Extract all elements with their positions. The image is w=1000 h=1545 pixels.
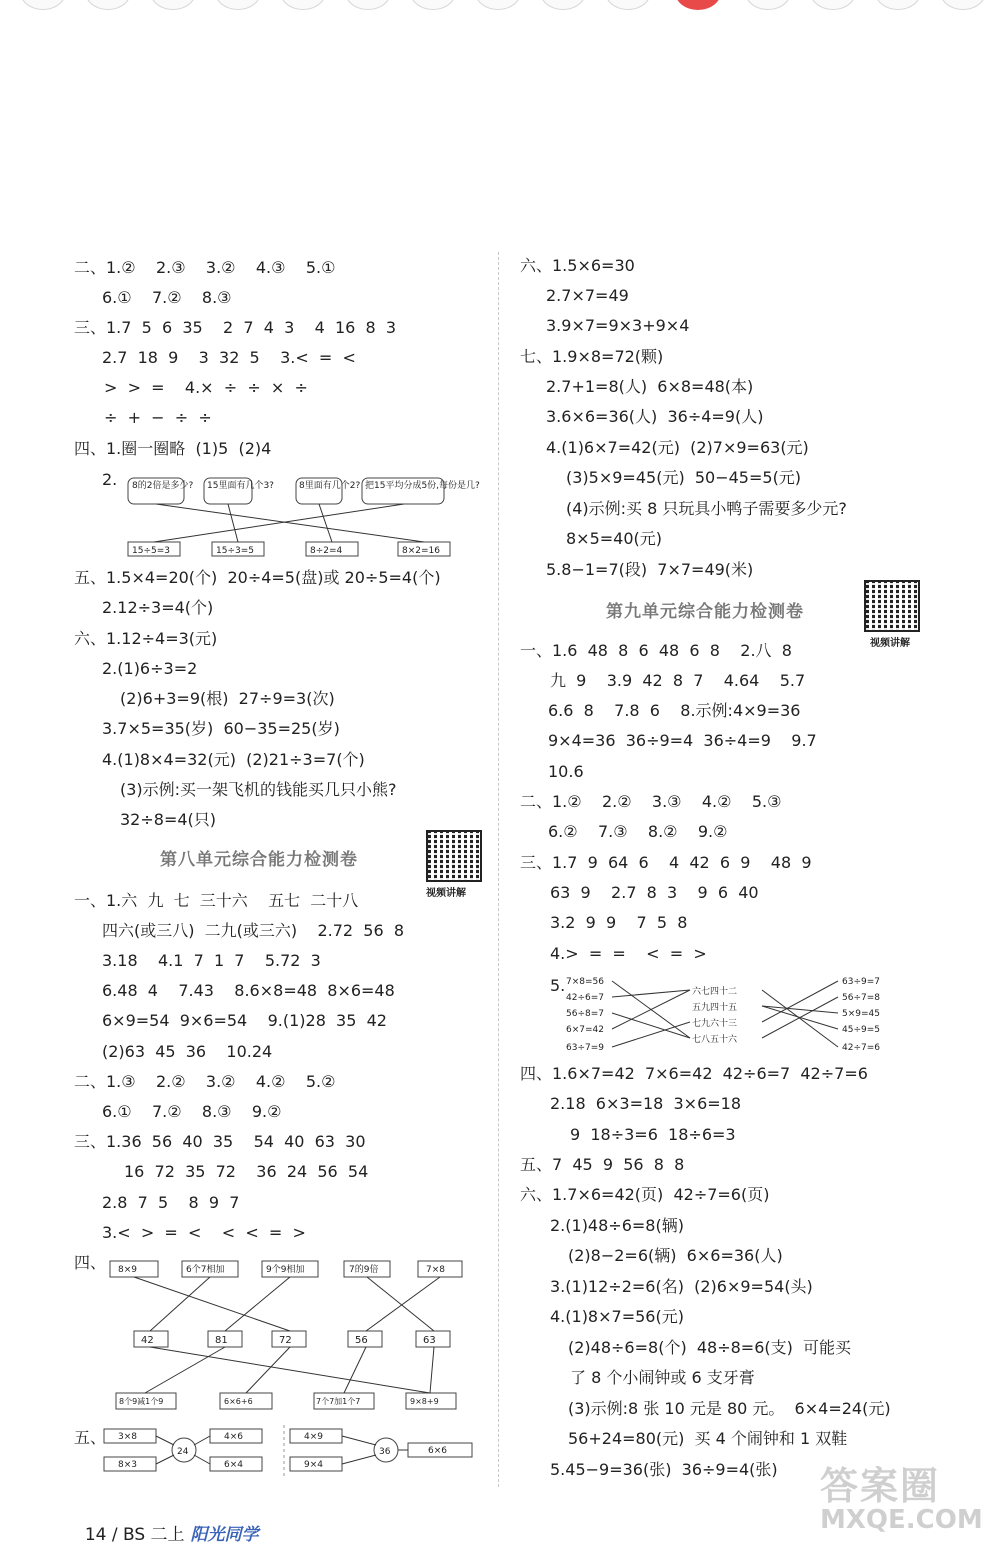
number-text: 81 (215, 1335, 228, 1346)
matching-figure-unit8-four (100, 1255, 470, 1415)
qr-code-icon[interactable] (426, 830, 482, 882)
right-expr: 5×9=45 (842, 1009, 880, 1019)
answer-line: 10.6 (548, 762, 584, 781)
question-bubbles (128, 478, 480, 504)
answer-boxes (128, 542, 450, 556)
answer-line: 2.(1)6÷3=2 (102, 659, 198, 678)
left-expr: 6×7=42 (566, 1025, 604, 1035)
answer-line: 5.8−1=7(段) 7×7=49(米) (546, 560, 754, 579)
page-number: 14 / BS 二上 (84, 1525, 185, 1545)
answer-line: 3.< > = < < < = > (102, 1223, 306, 1242)
unit9-title: 第九单元综合能力检测卷 (606, 602, 804, 622)
answer-line: 6.6 8 7.8 6 8.示例:4×9=36 (548, 701, 801, 720)
expr-text: 8×9 (118, 1265, 137, 1275)
page-footer (74, 1500, 259, 1545)
answer-line: 六、1.5×6=30 (520, 256, 635, 275)
answer-line: 16 72 35 72 36 24 56 54 (124, 1162, 369, 1181)
answer-line: 3.(1)12÷2=6(名) (2)6×9=54(头) (550, 1277, 813, 1296)
answer-line: 2.7+1=8(人) 6×8=48(本) (546, 377, 754, 396)
tab-bubble[interactable] (280, 0, 326, 10)
tab-bubble[interactable] (85, 0, 131, 10)
answer-line: 三、1.7 5 6 35 2 7 4 3 4 16 8 3 (74, 318, 397, 337)
qr-label: 视频讲解 (870, 638, 910, 649)
right-expr: 42÷7=6 (842, 1043, 880, 1053)
answer-line: 2. (102, 470, 118, 489)
left-expr: 63÷7=9 (566, 1043, 604, 1053)
expr-text: 4×9 (304, 1432, 323, 1442)
answer-line: (3)示例:8 张 10 元是 80 元。 6×4=24(元) (568, 1399, 891, 1418)
number-text: 72 (279, 1335, 292, 1346)
answer-line: 一、1.6 48 8 6 48 6 8 2.八 8 (520, 641, 792, 660)
answer-line: 4.(1)6×7=42(元) (2)7×9=63(元) (546, 438, 809, 457)
unit8-title: 第八单元综合能力检测卷 (160, 850, 358, 870)
number-text: 56 (355, 1335, 368, 1346)
expr-text: 9×8+9 (410, 1397, 439, 1406)
answer-line: 2.(1)48÷6=8(辆) (550, 1216, 684, 1235)
answer-line: 3.9×7=9×3+9×4 (546, 316, 690, 335)
answer-line: ÷ + − ÷ ÷ (104, 408, 212, 427)
figure-wu-unit8 (100, 1425, 480, 1477)
answer-line: 4.(1)8×7=56(元) (550, 1307, 684, 1326)
answer-line: 2.7×7=49 (546, 286, 629, 305)
expr-text: 7的9倍 (349, 1265, 379, 1275)
answer-line: 六、1.12÷4=3(元) (74, 629, 218, 648)
answer-line: 5.45−9=36(张) 36÷9=4(张) (550, 1460, 778, 1479)
browser-tab-strip (0, 0, 1000, 14)
brand-logo: 阳光同学 (190, 1525, 259, 1545)
tab-bubble[interactable] (345, 0, 391, 10)
answer-line: 五、7 45 9 56 8 8 (520, 1155, 685, 1174)
expr-text: 4×6 (224, 1432, 243, 1442)
center-text: 36 (379, 1447, 391, 1457)
answer-line: 九 9 3.9 42 8 7 4.64 5.7 (550, 671, 806, 690)
answer-text: 15÷5=3 (132, 546, 170, 556)
answer-line: 2.18 6×3=18 3×6=18 (550, 1094, 742, 1113)
tab-bubble[interactable] (215, 0, 261, 10)
answer-line: 二、1.② 2.③ 3.② 4.③ 5.① (74, 258, 336, 277)
answer-line: 6.① 7.② 8.③ (102, 288, 232, 307)
expr-text: 7个7加1个7 (316, 1397, 361, 1406)
left-expr: 56÷8=7 (566, 1009, 604, 1019)
tab-bubble[interactable] (940, 0, 986, 10)
right-expr: 63÷9=7 (842, 977, 880, 987)
answer-line: 七、1.9×8=72(颗) (520, 347, 664, 366)
answer-line: 6.② 7.③ 8.② 9.② (548, 822, 728, 841)
answer-text: 8×2=16 (402, 546, 440, 556)
mid-verse: 五九四十五 (692, 1003, 738, 1013)
answer-line: 六、1.7×6=42(页) 42÷7=6(页) (520, 1185, 770, 1204)
answer-line: > > = 4.× ÷ ÷ × ÷ (104, 378, 308, 397)
answer-line: (4)示例:买 8 只玩具小鸭子需要多少元? (566, 499, 847, 518)
tab-bubble[interactable] (150, 0, 196, 10)
right-expr: 45÷9=5 (842, 1025, 880, 1035)
answer-line: 了 8 个小闹钟或 6 支牙膏 (570, 1368, 755, 1387)
answer-line: 4.(1)8×4=32(元) (2)21÷3=7(个) (102, 750, 365, 769)
expr-text: 6×6+6 (224, 1397, 253, 1406)
matching-figure-unit7 (124, 472, 484, 562)
expr-text: 6×4 (224, 1460, 243, 1470)
answer-line: (2)8−2=6(辆) 6×6=36(人) (568, 1246, 783, 1265)
answer-line: 32÷8=4(只) (120, 810, 217, 829)
answer-line: 2.7 18 9 3 32 5 3.< = < (102, 348, 356, 367)
answer-line: 3.18 4.1 7 1 7 5.72 3 (102, 951, 321, 970)
mid-verse: 七九六十三 (692, 1019, 738, 1029)
answer-line: 四、1.圈一圈略 (1)5 (2)4 (74, 439, 272, 458)
tab-bubble[interactable] (875, 0, 921, 10)
tab-bubble[interactable] (810, 0, 856, 10)
expr-text: 8×3 (118, 1460, 137, 1470)
match-lines (154, 504, 424, 542)
tab-bubble[interactable] (410, 0, 456, 10)
answer-line: 9×4=36 36÷9=4 36÷4=9 9.7 (548, 731, 817, 750)
tab-bubble[interactable] (475, 0, 521, 10)
answer-line: 五、 (74, 1428, 107, 1447)
answer-line: 3.7×5=35(岁) 60−35=25(岁) (102, 719, 340, 738)
watermark (818, 1455, 993, 1537)
expr-text: 9×4 (304, 1460, 323, 1470)
answer-text: 15÷3=5 (216, 546, 254, 556)
question-text: 15里面有几个3? (207, 481, 274, 491)
tab-bubble[interactable] (540, 0, 586, 10)
tab-bubble[interactable] (605, 0, 651, 10)
answer-line: 2.12÷3=4(个) (102, 598, 214, 617)
answer-line: (3)5×9=45(元) 50−45=5(元) (566, 468, 802, 487)
number-text: 63 (423, 1335, 436, 1346)
answer-line: 9 18÷3=6 18÷6=3 (570, 1125, 736, 1144)
tab-bubble-active[interactable] (675, 0, 721, 10)
matching-figure-unit9 (566, 972, 896, 1056)
tab-bubble[interactable] (745, 0, 791, 10)
answer-line: (3)示例:买一架飞机的钱能买几只小熊? (120, 780, 397, 799)
answer-line: 63 9 2.7 8 3 9 6 40 (550, 883, 759, 902)
qr-label: 视频讲解 (426, 888, 466, 899)
left-expr: 42÷6=7 (566, 993, 604, 1003)
mid-verse: 六七四十二 (692, 987, 738, 997)
answer-line: (2)63 45 36 10.24 (102, 1042, 273, 1061)
answer-line: 6.48 4 7.43 8.6×8=48 8×6=48 (102, 981, 395, 1000)
expr-text: 8个9减1个9 (119, 1397, 164, 1406)
expr-text: 9个9相加 (266, 1265, 305, 1275)
answer-line: 3.6×6=36(人) 36÷4=9(人) (546, 407, 764, 426)
expr-text: 6×6 (428, 1446, 447, 1456)
number-text: 42 (141, 1335, 154, 1346)
answer-line: 四、1.6×7=42 7×6=42 42÷6=7 42÷7=6 (520, 1064, 868, 1083)
answer-line: 二、1.③ 2.② 3.② 4.② 5.② (74, 1072, 336, 1091)
expr-text: 7×8 (426, 1265, 445, 1275)
answer-line: 二、1.② 2.② 3.③ 4.② 5.③ (520, 792, 782, 811)
qr-code-icon[interactable] (864, 580, 920, 632)
center-text: 24 (177, 1447, 189, 1457)
question-text: 8里面有几个2? (299, 481, 361, 491)
answer-line: 8×5=40(元) (566, 529, 663, 548)
answer-line: 三、1.36 56 40 35 54 40 63 30 (74, 1132, 366, 1151)
answer-line: 五、1.5×4=20(个) 20÷4=5(盘)或 20÷5=4(个) (74, 568, 441, 587)
answer-line: 2.8 7 5 8 9 7 (102, 1193, 240, 1212)
answer-line: 5. (550, 976, 566, 995)
answer-line: (2)48÷6=8(个) 48÷8=6(支) 可能买 (568, 1338, 852, 1357)
right-expr: 56÷7=8 (842, 993, 880, 1003)
answer-line: 6.① 7.② 8.③ 9.② (102, 1102, 282, 1121)
mid-verse: 七八五十六 (692, 1035, 738, 1045)
answer-line: 三、1.7 9 64 6 4 42 6 9 48 9 (520, 853, 812, 872)
answer-line: (2)6+3=9(根) 27÷9=3(次) (120, 689, 335, 708)
answer-text: 8÷2=4 (310, 546, 343, 556)
expr-text: 6个7相加 (186, 1265, 225, 1275)
answer-line: 四六(或三八) 二九(或三六) 2.72 56 8 (102, 921, 404, 940)
answer-line: 一、1.六 九 七 三十六 五七 二十八 (74, 891, 359, 910)
watermark-url: MXQE.COM (820, 1505, 983, 1535)
answer-line: 6×9=54 9×6=54 9.(1)28 35 42 (102, 1011, 387, 1030)
answer-line: 4.> = = < = > (550, 944, 707, 963)
watermark-text: 答案圈 (820, 1464, 941, 1508)
column-divider (498, 252, 499, 1487)
answer-line: 3.2 9 9 7 5 8 (550, 913, 688, 932)
answer-line: 四、 (74, 1253, 107, 1272)
left-expr: 7×8=56 (566, 977, 604, 987)
question-text: 把15平均分成5份,每份是几? (365, 481, 480, 491)
answer-line: 56+24=80(元) 买 4 个闹钟和 1 双鞋 (568, 1429, 848, 1448)
expr-text: 3×8 (118, 1432, 137, 1442)
question-text: 8的2倍是多少? (132, 481, 194, 491)
tab-bubble[interactable] (20, 0, 66, 10)
